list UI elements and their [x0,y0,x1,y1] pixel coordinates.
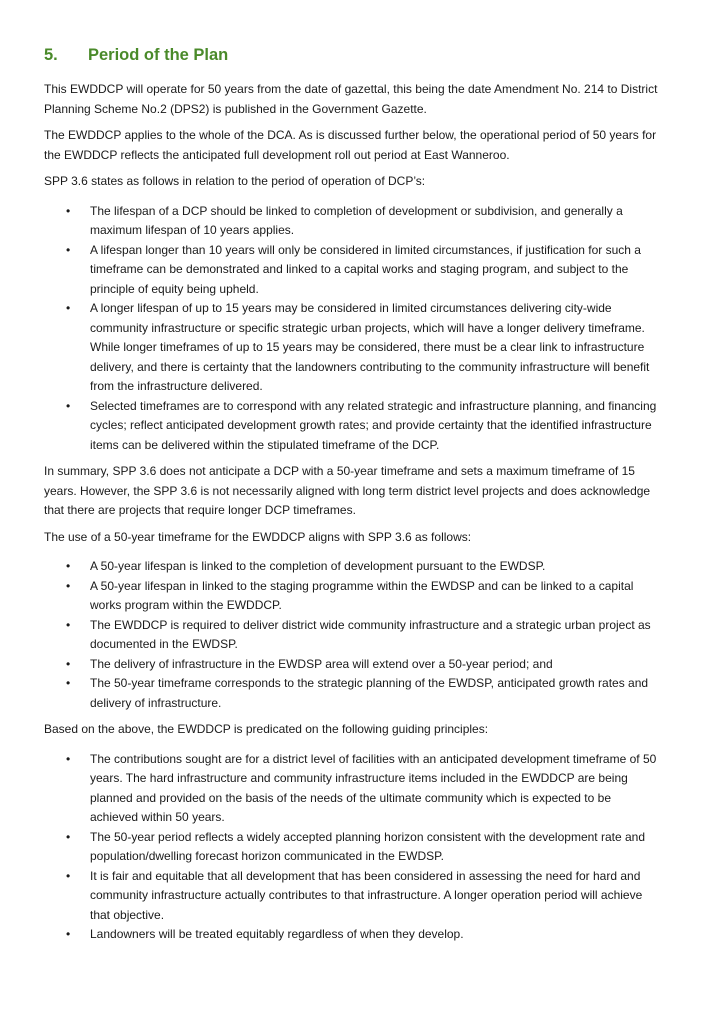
list-item: • Selected timeframes are to correspond with any related strategic and infrastructure planning, and financing cycles; reflect anticipated development growth rates; and provide certainty that the identified infrastructure items can be delivered within the stipulated timeframe of the DCP. [44,397,662,456]
alignment-list [44,557,662,713]
section-heading [44,44,662,66]
guiding-principles-list [44,750,662,945]
paragraph-gazettal: This EWDDCP will operate for 50 years from the date of gazettal, this being the date Amendment No. 214 to District Planning Scheme No.2 (DPS2) is published in the Government Gazette. [44,82,658,116]
paragraph-principles-intro: Based on the above, the EWDDCP is predicated on the following guiding principles: [44,722,489,736]
list-item: • The EWDDCP is required to deliver district wide community infrastructure and a strategic urban project as documented in the EWDSP. [44,616,662,655]
list-item: • Landowners will be treated equitably regardless of when they develop. [44,925,662,945]
spp-requirements-list [44,202,662,456]
list-item: • A 50-year lifespan in linked to the staging programme within the EWDSP and can be linked to a capital works program within the EWDDCP. [44,577,662,616]
list-item: • A lifespan longer than 10 years will only be considered in limited circumstances, if justification for such a timeframe can be demonstrated and linked to a capital works and staging program, and subject to the principle of equity being upheld. [44,241,662,300]
paragraph-dca: The EWDDCP applies to the whole of the DCA. As is discussed further below, the operational period of 50 years for the EWDDCP reflects the anticipated full development roll out period at East Wanneroo. [44,128,657,162]
list-item: • It is fair and equitable that all development that has been considered in assessing the need for hard and community infrastructure actually contributes to that infrastructure. A longer operation period will achieve that objective. [44,867,662,926]
list-item: • A longer lifespan of up to 15 years may be considered in limited circumstances delivering city-wide community infrastructure or specific strategic urban projects, which will have a longer delivery timeframe. While longer timeframes of up to 15 years may be considered, there must be a clear link to infrastructure delivery, and there is certainty that the landowners contributing to the community infrastructure will benefit from the infrastructure delivered. [44,299,662,397]
list-item: • The lifespan of a DCP should be linked to completion of development or subdivision, and generally a maximum lifespan of 10 years applies. [44,202,662,241]
section-number: 5. [44,46,58,64]
list-item: • A 50-year lifespan is linked to the completion of development pursuant to the EWDSP. [44,557,662,577]
paragraph-alignment-intro: The use of a 50-year timeframe for the EWDDCP aligns with SPP 3.6 as follows: [44,529,472,544]
paragraph-spp-intro: SPP 3.6 states as follows in relation to the period of operation of DCP’s: [44,174,426,188]
paragraph-summary: In summary, SPP 3.6 does not anticipate a DCP with a 50-year timeframe and sets a maximum timeframe of 15 years. However, the SPP 3.6 is not necessarily aligned with long term district level projects and does acknowledge that there are projects that require longer DCP timeframes. [44,464,651,517]
list-item: • The contributions sought are for a district level of facilities with an anticipated development timeframe of 50 years. The hard infrastructure and community infrastructure items included in the EWDDCP are being planned and provided on the basis of the needs of the ultimate community which is expected to be achieved within 50 years. [44,750,662,828]
list-item: • The delivery of infrastructure in the EWDSP area will extend over a 50-year period; and [44,655,662,675]
list-item: • The 50-year period reflects a widely accepted planning horizon consistent with the development rate and population/dwelling forecast horizon communicated in the EWDSP. [44,828,662,867]
list-item: • The 50-year timeframe corresponds to the strategic planning of the EWDSP, anticipated growth rates and delivery of infrastructure. [44,674,662,713]
section-title: Period of the Plan [88,46,229,64]
